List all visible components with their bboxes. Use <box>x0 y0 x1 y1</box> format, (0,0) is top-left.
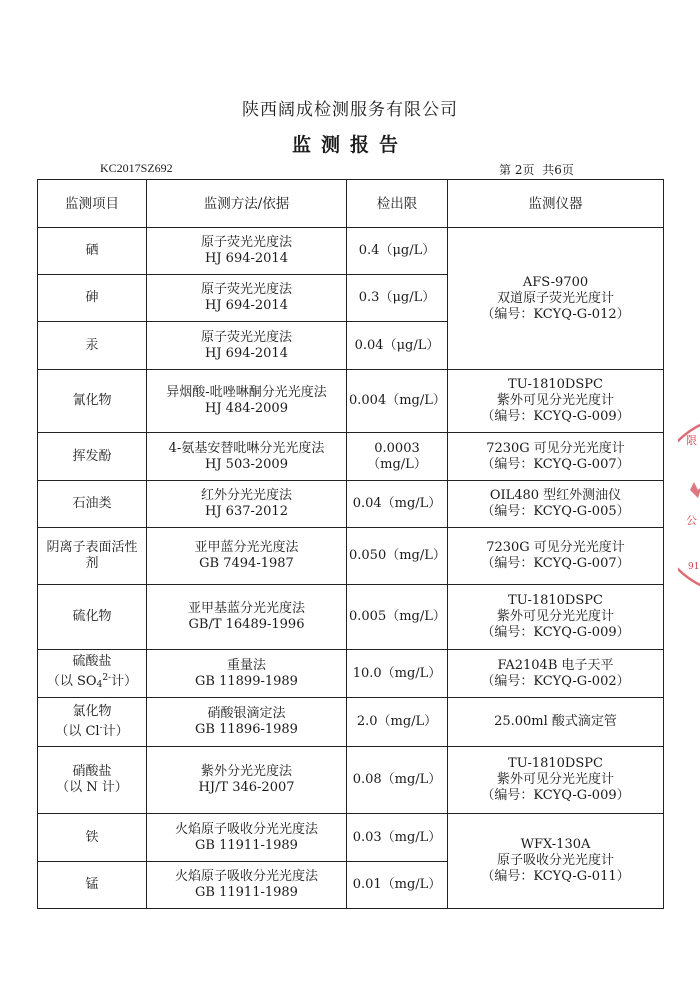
instrument-line: 紫外可见分光光度计 <box>496 772 614 787</box>
method-name: 亚甲蓝分光光度法 <box>194 540 299 555</box>
instrument-line: （编号：KCYQ-G-007） <box>481 456 630 472</box>
method-name: 硝酸银滴定法 <box>207 706 286 721</box>
limit-cell: 0.050（mg/L） <box>347 528 448 585</box>
seal-stamp <box>678 420 700 590</box>
seal-fragment: 公 <box>686 514 697 527</box>
instrument-line: （编号：KCYQ-G-009） <box>481 788 630 803</box>
method-cell <box>147 322 347 370</box>
item-cell <box>38 698 147 747</box>
method-standard: HJ/T 346-2007 <box>198 780 295 795</box>
method-name: 原子荧光光度法 <box>200 329 292 345</box>
method-standard: HJ 694-2014 <box>205 298 288 313</box>
item-cell: 硒 <box>38 228 147 275</box>
method-cell <box>147 481 347 528</box>
method-standard: GB 11911-1989 <box>195 837 298 853</box>
instrument-cell <box>448 370 664 433</box>
col-header-method: 监测方法/依据 <box>147 180 347 228</box>
item-line: 剂 <box>85 556 99 571</box>
table-row <box>38 481 664 528</box>
instrument-line: （编号：KCYQ-G-009） <box>481 409 630 424</box>
item-text: 计） <box>102 724 129 739</box>
item-cell <box>38 747 147 814</box>
item-cell: 汞 <box>38 322 147 370</box>
superscript: - <box>99 723 103 733</box>
table-row <box>38 528 664 585</box>
subscript: 4 <box>96 680 103 690</box>
method-cell <box>147 370 347 433</box>
item-cell <box>38 650 147 698</box>
limit-cell: 0.03（mg/L） <box>347 814 448 862</box>
item-line: （以 N 计） <box>56 780 128 795</box>
limit-cell: 0.005（mg/L） <box>347 585 448 650</box>
instrument-line: （编号：KCYQ-G-012） <box>481 306 630 322</box>
method-cell <box>147 650 347 698</box>
table-row <box>38 228 664 275</box>
superscript: 2- <box>102 673 112 683</box>
item-text: （以 SO <box>46 674 97 689</box>
instrument-cell: 25.00ml 酸式滴定管 <box>448 698 664 747</box>
instrument-cell <box>448 528 664 585</box>
method-standard: GB 7494-1987 <box>199 556 294 571</box>
method-name: 重量法 <box>226 657 266 673</box>
item-cell: 硫化物 <box>38 585 147 650</box>
table-row <box>38 814 664 862</box>
limit-cell: 0.0003（mg/L） <box>347 433 448 481</box>
method-cell <box>147 528 347 585</box>
item-cell <box>38 528 147 585</box>
method-cell <box>147 275 347 322</box>
table-row <box>38 650 664 698</box>
instrument-cell <box>448 228 664 370</box>
limit-cell: 0.3（μg/L） <box>347 275 448 322</box>
col-header-item: 监测项目 <box>38 180 147 228</box>
instrument-cell <box>448 481 664 528</box>
item-line: 硫酸盐 <box>72 654 112 669</box>
method-standard: HJ 503-2009 <box>205 456 288 472</box>
limit-cell: 0.04（μg/L） <box>347 322 448 370</box>
item-line <box>40 720 144 740</box>
method-cell <box>147 698 347 747</box>
instrument-line: （编号：KCYQ-G-009） <box>481 625 630 640</box>
item-text: （以 Cl <box>55 724 100 739</box>
method-cell <box>147 814 347 862</box>
method-cell <box>147 747 347 814</box>
item-line: 阴离子表面活性 <box>46 540 138 555</box>
method-standard: GB 11899-1989 <box>195 673 298 689</box>
item-cell: 砷 <box>38 275 147 322</box>
method-name: 亚甲基蓝分光光度法 <box>187 601 305 616</box>
method-standard: HJ 694-2014 <box>205 251 288 266</box>
monitoring-table <box>37 179 664 909</box>
table-header-row <box>38 180 664 228</box>
method-name: 4-氨基安替吡啉分光光度法 <box>168 440 325 456</box>
method-cell <box>147 585 347 650</box>
instrument-line: OIL480 型红外测油仪 <box>489 488 622 503</box>
col-header-limit: 检出限 <box>347 180 448 228</box>
method-standard: GB 11896-1989 <box>195 722 298 737</box>
instrument-line: 原子吸收分光光度计 <box>496 853 614 868</box>
item-line: 氯化物 <box>72 704 112 719</box>
limit-cell: 0.01（mg/L） <box>347 862 448 909</box>
method-name: 原子荧光光度法 <box>200 235 292 250</box>
instrument-line: （编号：KCYQ-G-002） <box>481 673 630 689</box>
page-current: 第 2页 <box>499 163 535 177</box>
company-name: 陕西阔成检测服务有限公司 <box>242 100 458 120</box>
method-name: 异烟酸-吡唑啉酮分光光度法 <box>166 385 327 400</box>
report-title: 监测报告 <box>291 134 408 156</box>
page-info <box>499 161 578 178</box>
method-standard: HJ 637-2012 <box>205 504 288 519</box>
col-header-instrument: 监测仪器 <box>448 180 664 228</box>
method-name: 紫外分光光度法 <box>200 764 292 779</box>
instrument-line: （编号：KCYQ-G-011） <box>481 869 630 884</box>
instrument-cell <box>448 585 664 650</box>
limit-cell: 10.0（mg/L） <box>347 650 448 698</box>
item-line <box>40 670 144 693</box>
method-standard: GB/T 16489-1996 <box>188 617 305 632</box>
instrument-line: （编号：KCYQ-G-005） <box>481 504 630 519</box>
method-standard: GB 11911-1989 <box>195 885 298 900</box>
instrument-line: TU-1810DSPC <box>508 377 603 392</box>
method-cell <box>147 228 347 275</box>
limit-cell: 0.004（mg/L） <box>347 370 448 433</box>
item-cell: 氰化物 <box>38 370 147 433</box>
instrument-line: 紫外可见分光光度计 <box>496 393 614 408</box>
table-row <box>38 370 664 433</box>
instrument-line: TU-1810DSPC <box>508 756 603 771</box>
method-name: 红外分光光度法 <box>200 488 292 503</box>
limit-cell: 0.4（μg/L） <box>347 228 448 275</box>
method-standard: HJ 694-2014 <box>205 345 288 361</box>
method-standard: HJ 484-2009 <box>205 401 288 416</box>
method-name: 原子荧光光度法 <box>200 282 292 297</box>
instrument-cell <box>448 650 664 698</box>
limit-cell: 2.0（mg/L） <box>347 698 448 747</box>
instrument-cell <box>448 433 664 481</box>
instrument-line: 7230G 可见分光光度计 <box>486 540 625 555</box>
document-number: KC2017SZ692 <box>100 161 173 175</box>
instrument-line: AFS-9700 <box>522 274 589 290</box>
table-row <box>38 433 664 481</box>
item-cell: 铁 <box>38 814 147 862</box>
instrument-line: WFX-130A <box>520 837 591 852</box>
method-cell <box>147 862 347 909</box>
instrument-line: 7230G 可见分光光度计 <box>486 440 625 456</box>
instrument-line: TU-1810DSPC <box>508 593 603 608</box>
seal-fragment: 限 <box>686 434 697 447</box>
seal-fragment: 91 <box>688 562 700 572</box>
table-row <box>38 698 664 747</box>
table-row <box>38 585 664 650</box>
method-name: 火焰原子吸收分光光度法 <box>174 869 318 884</box>
instrument-cell <box>448 747 664 814</box>
method-cell <box>147 433 347 481</box>
table-row <box>38 747 664 814</box>
item-cell: 石油类 <box>38 481 147 528</box>
item-cell: 挥发酚 <box>38 433 147 481</box>
instrument-line: 双道原子荧光光度计 <box>496 290 614 306</box>
limit-cell: 0.04（mg/L） <box>347 481 448 528</box>
instrument-line: FA2104B 电子天平 <box>497 657 614 673</box>
instrument-cell <box>448 814 664 909</box>
instrument-line: （编号：KCYQ-G-007） <box>481 556 630 571</box>
item-text: 计） <box>111 674 138 689</box>
page-total: 共6页 <box>542 163 574 177</box>
instrument-line: 紫外可见分光光度计 <box>496 609 614 624</box>
limit-cell: 0.08（mg/L） <box>347 747 448 814</box>
method-name: 火焰原子吸收分光光度法 <box>174 821 318 837</box>
item-cell: 锰 <box>38 862 147 909</box>
item-line: 硝酸盐 <box>72 764 112 779</box>
